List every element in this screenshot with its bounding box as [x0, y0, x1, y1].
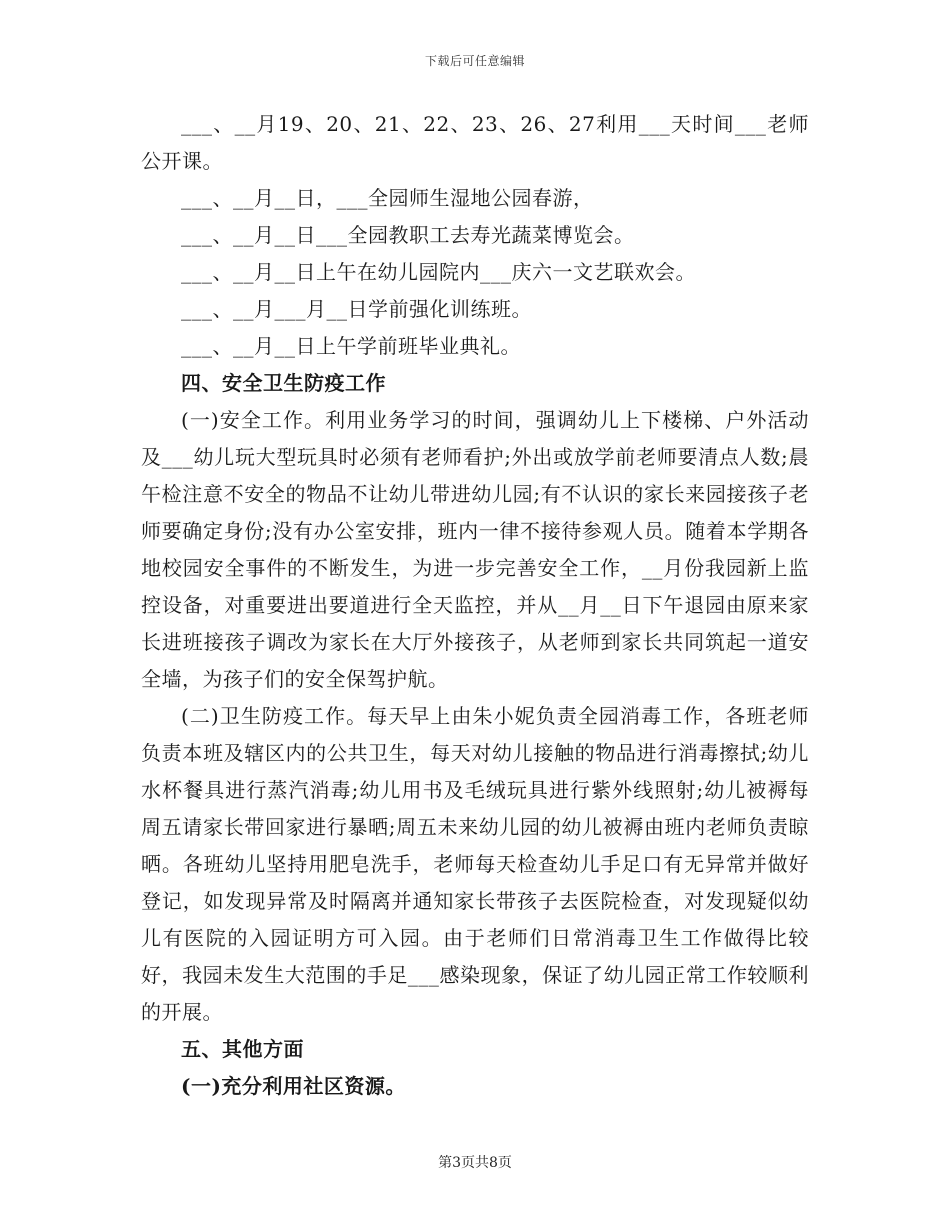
- document-body: [141, 106, 809, 1105]
- paragraph-hygiene-work: (二)卫生防疫工作。每天早上由朱小妮负责全园消毒工作，各班老师负责本班及辖区内的公共卫生，每天对幼儿接触的物品进行消毒擦拭;幼儿水杯餐具进行蒸汽消毒;幼儿用书及毛绒玩具进行紫外线照射;幼儿被褥每周五请家长带回家进行暴晒;周五未来幼儿园的幼儿被褥由班内老师负责晾晒。各班幼儿坚持用肥皂洗手，老师每天检查幼儿手足口有无异常并做好登记，如发现异常及时隔离并通知家长带孩子去医院检查，对发现疑似幼儿有医院的入园证明方可入园。由于老师们日常消毒卫生工作做得比较好，我园未发生大范围的手足___感染现象，保证了幼儿园正常工作较顺利的开展。: [141, 704, 809, 1024]
- schedule-item-training-class: ___、__月___月__日学前强化训练班。: [181, 297, 532, 321]
- page-header: 下载后可任意编辑: [424, 54, 525, 68]
- schedule-item-spring-outing: ___、__月__日，___全园师生湿地公园春游，: [181, 186, 594, 210]
- subsection-heading-community: (一)充分利用社区资源。: [181, 1074, 406, 1098]
- page-footer: 第3页共8页: [438, 1155, 512, 1171]
- section-heading-safety: 四、安全卫生防疫工作: [181, 371, 386, 395]
- schedule-item-expo-visit: ___、__月__日___全园教职工去寿光蔬菜博览会。: [181, 223, 635, 247]
- paragraph-safety-work: (一)安全工作。利用业务学习的时间，强调幼儿上下楼梯、户外活动及___幼儿玩大型玩具时必须有老师看护;外出或放学前老师要清点人数;晨午检注意不安全的物品不让幼儿带进幼儿园;有不认识的家长来园接孩子老师要确定身份;没有办公室安排，班内一律不接待参观人员。随着本学期各地校园安全事件的不断发生，为进一步完善安全工作，__月份我园新上监控设备，对重要进出要道进行全天监控，并从__月__日下午退园由原来家长进班接孩子调改为家长在大厅外接孩子，从老师到家长共同筑起一道安全墙，为孩子们的安全保驾护航。: [141, 408, 809, 691]
- schedule-item-open-class: ___、__月19、20、21、22、23、26、27利用___天时间___老师公开课。: [141, 112, 809, 173]
- schedule-item-childrens-day: ___、__月__日上午在幼儿园院内___庆六一文艺联欢会。: [181, 260, 696, 284]
- section-heading-other: 五、其他方面: [181, 1037, 304, 1061]
- schedule-item-graduation: ___、__月__日上午学前班毕业典礼。: [181, 334, 521, 358]
